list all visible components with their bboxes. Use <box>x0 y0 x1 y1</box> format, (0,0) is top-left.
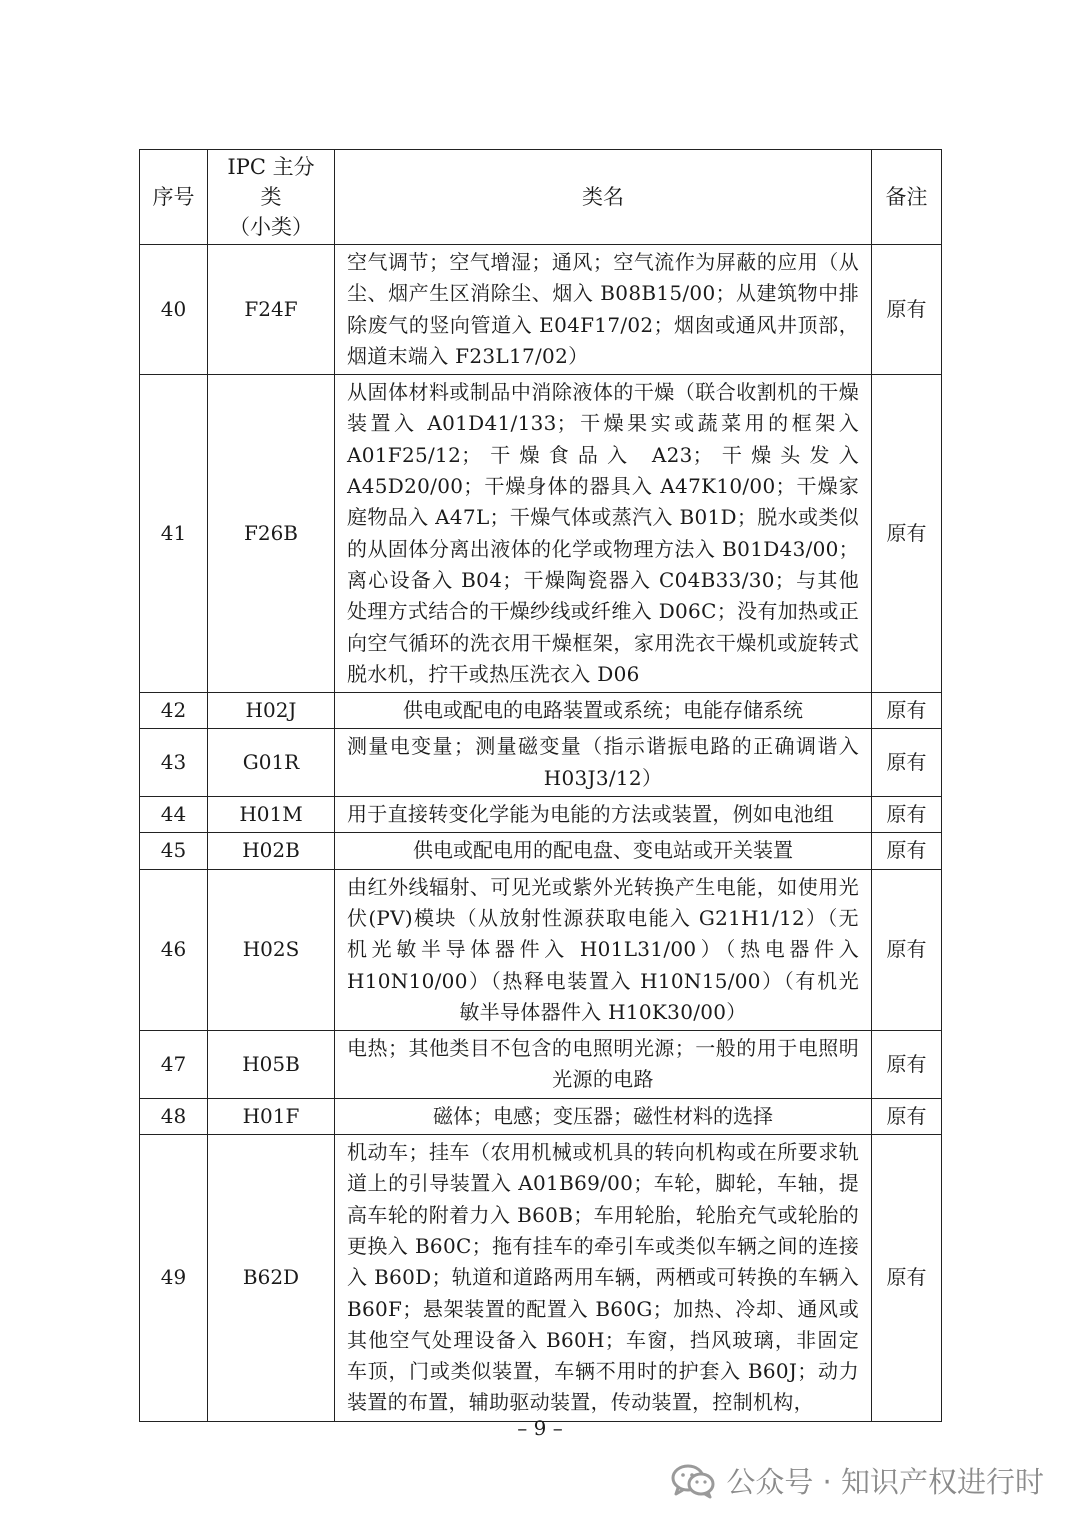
row-serial-number: 45 <box>140 833 208 869</box>
header-note: 备注 <box>872 150 942 245</box>
page-number: – 9 – <box>517 1416 563 1440</box>
row-ipc-code: G01R <box>208 729 335 797</box>
header-serial-number: 序号 <box>140 150 208 245</box>
row-class-name: 供电或配电的电路装置或系统；电能存储系统 <box>335 693 872 729</box>
row-ipc-code: H01M <box>208 797 335 833</box>
table-row <box>140 869 942 1030</box>
watermark-text: 公众号 · 知识产权进行时 <box>726 1465 1044 1499</box>
table-row <box>140 797 942 833</box>
table-row <box>140 1098 942 1134</box>
row-note: 原有 <box>872 729 942 797</box>
row-ipc-code: F26B <box>208 375 335 693</box>
row-note: 原有 <box>872 1135 942 1422</box>
row-serial-number: 43 <box>140 729 208 797</box>
table-row <box>140 693 942 729</box>
row-note: 原有 <box>872 833 942 869</box>
table-row <box>140 833 942 869</box>
row-serial-number: 49 <box>140 1135 208 1422</box>
watermark <box>670 1460 1044 1501</box>
row-serial-number: 48 <box>140 1098 208 1134</box>
table-row <box>140 1031 942 1099</box>
row-ipc-code: H01F <box>208 1098 335 1134</box>
header-ipc-class <box>208 150 335 245</box>
row-class-name: 空气调节；空气增湿；通风；空气流作为屏蔽的应用（从尘、烟产生区消除尘、烟入 B08B15/00；从建筑物中排除废气的竖向管道入 E04F17/02；烟囱或通风井顶部，烟道末端入 F23L17/02） <box>335 245 872 375</box>
table-row <box>140 729 942 797</box>
row-note: 原有 <box>872 797 942 833</box>
row-ipc-code: H02S <box>208 869 335 1030</box>
row-class-name: 机动车；挂车（农用机械或机具的转向机构或在所要求轨道上的引导装置入 A01B69/00；车轮，脚轮，车轴，提高车轮的附着力入 B60B；车用轮胎，轮胎充气或轮胎的更换入 B60C；拖有挂车的牵引车或类似车辆之间的连接入 B60D；轨道和道路两用车辆，两栖或可转换的车辆入 B60F；悬架装置的配置入 B60G；加热、冷却、通风或其他空气处理设备入 B60H；车窗，挡风玻璃，非固定车顶，门或类似装置，车辆不用时的护套入 B60J；动力装置的布置，辅助驱动装置，传动装置，控制机构， <box>335 1135 872 1422</box>
row-serial-number: 41 <box>140 375 208 693</box>
row-serial-number: 40 <box>140 245 208 375</box>
row-ipc-code: H02J <box>208 693 335 729</box>
table-row <box>140 375 942 693</box>
wechat-icon <box>670 1463 716 1499</box>
row-class-name: 用于直接转变化学能为电能的方法或装置，例如电池组 <box>335 797 872 833</box>
row-class-name: 磁体；电感；变压器；磁性材料的选择 <box>335 1098 872 1134</box>
row-ipc-code: F24F <box>208 245 335 375</box>
header-ipc-line1: IPC 主分类 <box>227 155 315 209</box>
row-note: 原有 <box>872 375 942 693</box>
header-ipc-line2: （小类） <box>229 215 313 239</box>
table-row <box>140 1135 942 1422</box>
row-serial-number: 44 <box>140 797 208 833</box>
table-header-row <box>140 150 942 245</box>
row-serial-number: 47 <box>140 1031 208 1099</box>
row-class-name: 从固体材料或制品中消除液体的干燥（联合收割机的干燥装置入 A01D41/133；干燥果实或蔬菜用的框架入 A01F25/12；干燥食品入 A23；干燥头发入 A45D20/00；干燥身体的器具入 A47K10/00；干燥家庭物品入 A47L；干燥气体或蒸汽入 B01D；脱水或类似的从固体分离出液体的化学或物理方法入 B01D43/00；离心设备入 B04；干燥陶瓷器入 C04B33/30；与其他处理方式结合的干燥纱线或纤维入 D06C；没有加热或正向空气循环的洗衣用干燥框架，家用洗衣干燥机或旋转式脱水机，拧干或热压洗衣入 D06 <box>335 375 872 693</box>
header-class-name: 类名 <box>335 150 872 245</box>
row-note: 原有 <box>872 693 942 729</box>
row-serial-number: 42 <box>140 693 208 729</box>
row-ipc-code: H05B <box>208 1031 335 1099</box>
table-row <box>140 245 942 375</box>
row-note: 原有 <box>872 245 942 375</box>
row-class-name: 测量电变量；测量磁变量（指示谐振电路的正确调谐入 H03J3/12） <box>335 729 872 797</box>
row-ipc-code: B62D <box>208 1135 335 1422</box>
row-note: 原有 <box>872 1098 942 1134</box>
row-class-name: 供电或配电用的配电盘、变电站或开关装置 <box>335 833 872 869</box>
row-ipc-code: H02B <box>208 833 335 869</box>
row-class-name: 由红外线辐射、可见光或紫外光转换产生电能，如使用光伏(PV)模块（从放射性源获取电能入 G21H1/12）（无机光敏半导体器件入 H01L31/00）（热电器件入 H10N10/00）（热释电装置入 H10N15/00）（有机光敏半导体器件入 H10K30/00） <box>335 869 872 1030</box>
row-note: 原有 <box>872 869 942 1030</box>
row-note: 原有 <box>872 1031 942 1099</box>
row-class-name: 电热；其他类目不包含的电照明光源；一般的用于电照明光源的电路 <box>335 1031 872 1099</box>
row-serial-number: 46 <box>140 869 208 1030</box>
ipc-classification-table <box>139 149 942 1422</box>
